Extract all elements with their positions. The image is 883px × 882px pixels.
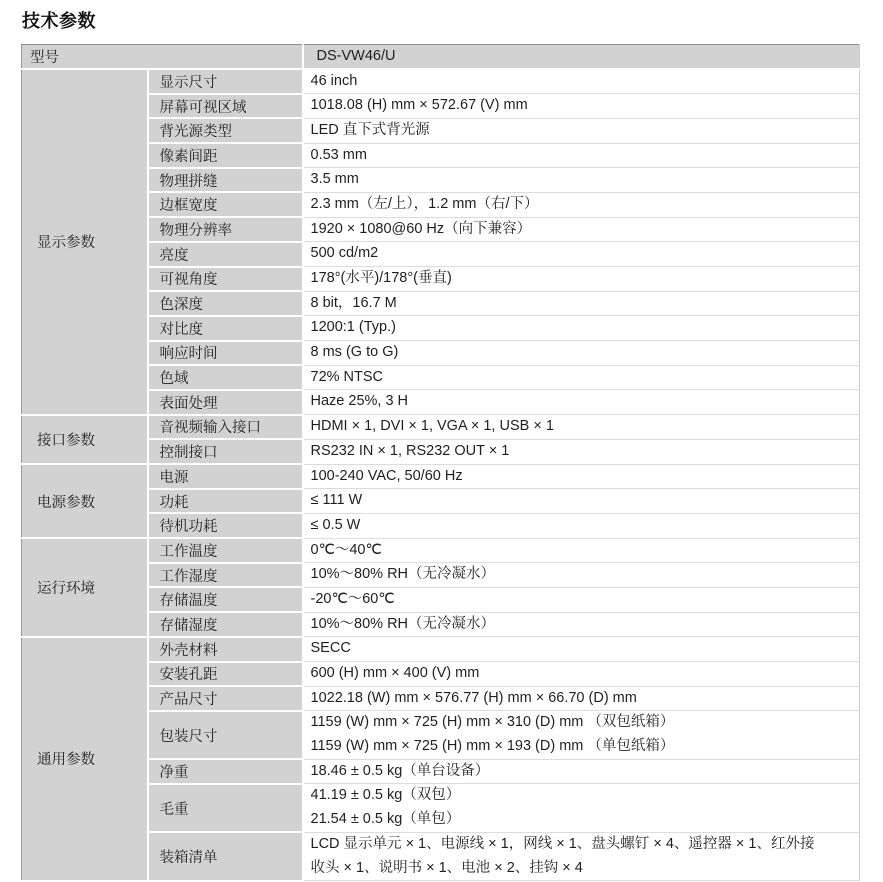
param-value [303, 662, 860, 687]
param-value-line: 收头 × 1、说明书 × 1、电池 × 2、挂钩 × 4 [310, 859, 583, 876]
group-cell: 电源参数 [22, 464, 148, 538]
param-label: 像素间距 [148, 143, 303, 168]
spec-row [22, 538, 860, 563]
param-value-line: 600 (H) mm × 400 (V) mm [310, 665, 480, 681]
table-header-row [22, 45, 860, 69]
param-label: 音视频输入接口 [148, 415, 303, 440]
param-value-line: Haze 25%, 3 H [310, 393, 409, 410]
param-value [303, 612, 860, 637]
param-value-line: LED 直下式背光源 [310, 121, 430, 138]
group-cell: 接口参数 [22, 415, 148, 464]
param-value-line: 1920 × 1080@60 Hz（向下兼容） [310, 220, 532, 237]
param-label: 电源 [148, 464, 303, 489]
param-label: 毛重 [148, 784, 303, 832]
param-value [303, 538, 860, 563]
param-value [303, 513, 860, 538]
spec-row [22, 390, 860, 415]
param-value-line: 21.54 ± 0.5 kg（单包） [310, 811, 461, 828]
param-value-line: 41.19 ± 0.5 kg（双包） [310, 787, 461, 804]
spec-row [22, 94, 860, 119]
spec-row [22, 513, 860, 538]
param-label: 可视角度 [148, 267, 303, 292]
group-cell: 运行环境 [22, 538, 148, 637]
param-value-line: SECC [310, 640, 351, 657]
spec-row [22, 759, 860, 784]
param-value-line: 1159 (W) mm × 725 (H) mm × 310 (D) mm （双包纸箱） [310, 714, 675, 731]
param-value-line: RS232 IN × 1, RS232 OUT × 1 [310, 442, 510, 459]
param-value [303, 415, 860, 440]
param-label: 屏幕可视区域 [148, 94, 303, 119]
param-value-line: 1018.08 (H) mm × 572.67 (V) mm [310, 97, 528, 114]
spec-row [22, 464, 860, 489]
spec-row [22, 489, 860, 514]
param-value-line: 8 ms (G to G) [310, 344, 399, 361]
param-value-line: 10%～80% RH（无冷凝水） [310, 615, 496, 632]
param-value-line: 3.5 mm [310, 171, 359, 188]
param-value [303, 563, 860, 588]
param-label: 亮度 [148, 242, 303, 267]
spec-row [22, 192, 860, 217]
spec-row [22, 784, 860, 832]
spec-row [22, 637, 860, 662]
param-label: 色域 [148, 365, 303, 390]
spec-row [22, 662, 860, 687]
spec-row [22, 168, 860, 193]
param-label: 存储湿度 [148, 612, 303, 637]
spec-row [22, 365, 860, 390]
spec-row [22, 563, 860, 588]
param-value-line: ≤ 111 W [310, 492, 363, 509]
model-row-value: DS-VW46/U [303, 45, 860, 69]
param-label: 包装尺寸 [148, 711, 303, 759]
param-label: 功耗 [148, 489, 303, 514]
param-label: 物理拼缝 [148, 168, 303, 193]
group-cell: 显示参数 [22, 69, 148, 415]
param-value-line: 1022.18 (W) mm × 576.77 (H) mm × 66.70 (D) mm [310, 689, 637, 706]
spec-row [22, 587, 860, 612]
spec-row [22, 69, 860, 94]
param-value [303, 759, 860, 784]
param-label: 净重 [148, 759, 303, 784]
param-value-line: 178°(水平)/178°(垂直) [310, 270, 452, 286]
param-value-line: 500 cd/m2 [310, 245, 379, 262]
param-label: 产品尺寸 [148, 686, 303, 711]
param-value [303, 316, 860, 341]
spec-row [22, 832, 860, 880]
param-value-line: ≤ 0.5 W [310, 516, 361, 533]
spec-row [22, 118, 860, 143]
param-value [303, 267, 860, 292]
param-label: 存储温度 [148, 587, 303, 612]
param-label: 物理分辨率 [148, 217, 303, 242]
param-label: 背光源类型 [148, 118, 303, 143]
spec-row [22, 267, 860, 292]
param-value-line: 1159 (W) mm × 725 (H) mm × 193 (D) mm （单包纸箱） [310, 738, 675, 755]
param-value [303, 341, 860, 366]
spec-table [21, 44, 860, 882]
param-label: 显示尺寸 [148, 69, 303, 94]
param-value [303, 242, 860, 267]
spec-row [22, 143, 860, 168]
param-label: 对比度 [148, 316, 303, 341]
param-value-line: 46 inch [310, 72, 358, 89]
param-value [303, 168, 860, 193]
param-label: 边框宽度 [148, 192, 303, 217]
group-cell: 通用参数 [22, 637, 148, 881]
param-value [303, 143, 860, 168]
param-value [303, 217, 860, 242]
param-value-line: -20℃～60℃ [310, 590, 395, 607]
param-value [303, 365, 860, 390]
param-value [303, 832, 860, 880]
param-value-line: 0.53 mm [310, 146, 367, 163]
param-label: 装箱清单 [148, 832, 303, 880]
param-value [303, 192, 860, 217]
param-value-line: 10%～80% RH（无冷凝水） [310, 566, 496, 583]
param-value-line: 100-240 VAC, 50/60 Hz [310, 467, 463, 484]
spec-row [22, 341, 860, 366]
spec-row [22, 291, 860, 316]
param-label: 控制接口 [148, 439, 303, 464]
param-value [303, 94, 860, 119]
param-value-line: HDMI × 1, DVI × 1, VGA × 1, USB × 1 [310, 418, 554, 435]
param-value [303, 464, 860, 489]
param-value [303, 69, 860, 94]
param-label: 外壳材料 [148, 637, 303, 662]
param-value [303, 291, 860, 316]
spec-row [22, 316, 860, 341]
param-label: 工作温度 [148, 538, 303, 563]
param-value [303, 390, 860, 415]
param-value-line: 72% NTSC [310, 368, 384, 385]
spec-row [22, 242, 860, 267]
param-value [303, 439, 860, 464]
spec-row [22, 711, 860, 759]
param-label: 安装孔距 [148, 662, 303, 687]
param-label: 工作湿度 [148, 563, 303, 588]
spec-row [22, 217, 860, 242]
spec-row [22, 415, 860, 440]
param-value [303, 587, 860, 612]
param-value-line: 18.46 ± 0.5 kg（单台设备） [310, 762, 490, 779]
param-value-line: LCD 显示单元 × 1、电源线 × 1，网线 × 1、盘头螺钉 × 4、遥控器 × 1、红外接 [310, 835, 815, 852]
param-value [303, 118, 860, 143]
param-value [303, 784, 860, 832]
param-value [303, 711, 860, 759]
param-label: 待机功耗 [148, 513, 303, 538]
param-label: 响应时间 [148, 341, 303, 366]
param-value-line: 0℃～40℃ [310, 541, 382, 558]
param-label: 表面处理 [148, 390, 303, 415]
param-label: 色深度 [148, 291, 303, 316]
param-value [303, 686, 860, 711]
param-value [303, 489, 860, 514]
param-value-line: 2.3 mm（左/上），1.2 mm（右/下） [310, 195, 539, 212]
spec-row [22, 686, 860, 711]
param-value [303, 637, 860, 662]
spec-row [22, 612, 860, 637]
param-value-line: 8 bit，16.7 M [310, 294, 397, 311]
param-value-line: 1200:1 (Typ.) [310, 319, 396, 336]
spec-row [22, 439, 860, 464]
model-row-label: 型号 [22, 45, 303, 69]
page-title: 技术参数 [22, 11, 96, 31]
